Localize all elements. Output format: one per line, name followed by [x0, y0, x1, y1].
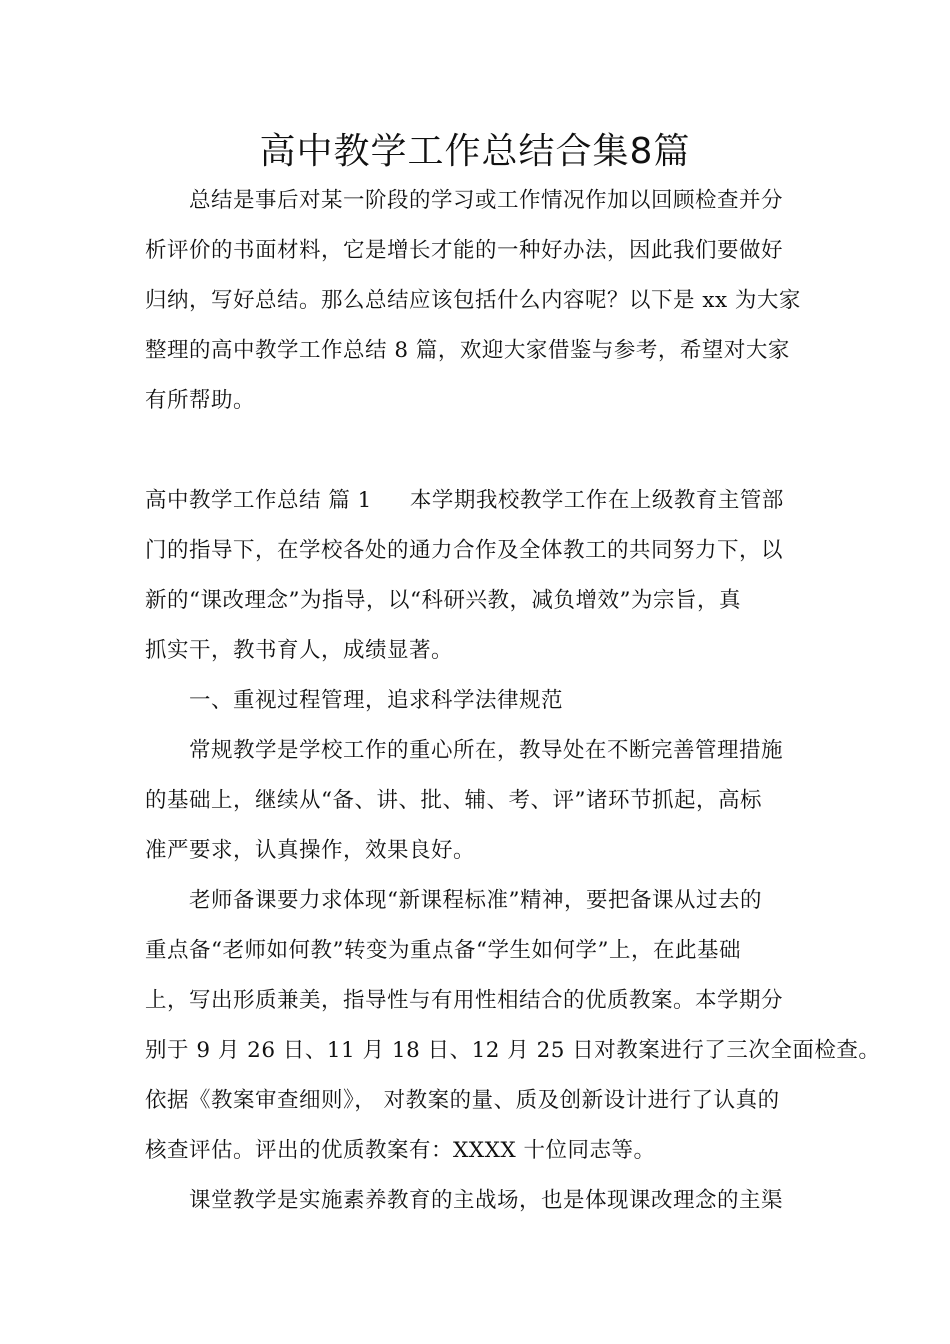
section-line: 抓实干，教书育人，成绩显著。: [145, 638, 454, 663]
intro-line: 有所帮助。: [145, 388, 256, 413]
intro-line: 析评价的书面材料，它是增长才能的一种好办法，因此我们要做好: [145, 238, 784, 263]
section-line: 门的指导下，在学校各处的通力合作及全体教工的共同努力下，以: [145, 538, 784, 563]
paragraph-line: 依据《教案审查细则》， 对教案的量、质及创新设计进行了认真的: [145, 1088, 780, 1113]
intro-line: 总结是事后对某一阶段的学习或工作情况作加以回顾检查并分: [189, 188, 784, 213]
paragraph-line: 核查评估。评出的优质教案有：XXXX 十位同志等。: [145, 1138, 656, 1163]
subheading: 一、重视过程管理，追求科学法律规范: [189, 688, 564, 713]
paragraph-line: 准严要求，认真操作，效果良好。: [145, 838, 476, 863]
section-first-line: [145, 486, 784, 516]
section-first-text: 本学期我校教学工作在上级教育主管部: [409, 488, 784, 513]
paragraph-line: 老师备课要力求体现“新课程标准”精神，要把备课从过去的: [189, 888, 762, 913]
paragraph-line: 重点备“老师如何教”转变为重点备“学生如何学”上，在此基础: [145, 938, 741, 963]
paragraph-line: 课堂教学是实施素养教育的主战场，也是体现课改理念的主渠: [189, 1188, 784, 1213]
section-heading: 高中教学工作总结 篇 1: [145, 488, 372, 513]
paragraph-line: 的基础上，继续从“备、讲、批、辅、考、评”诸环节抓起，高标: [145, 788, 762, 813]
paragraph-line: 常规教学是学校工作的重心所在，教导处在不断完善管理措施: [189, 738, 784, 763]
paragraph-line: 别于 9 月 26 日、11 月 18 日、12 月 25 日对教案进行了三次全面检查。: [145, 1038, 881, 1063]
document-title: 高中教学工作总结合集8篇: [259, 131, 691, 172]
section-line: 新的“课改理念”为指导，以“科研兴教，减负增效”为宗旨，真: [145, 588, 741, 613]
paragraph-line: 上，写出形质兼美，指导性与有用性相结合的优质教案。本学期分: [145, 988, 784, 1013]
intro-line: 整理的高中教学工作总结 8 篇，欢迎大家借鉴与参考，希望对大家: [145, 338, 790, 363]
intro-line: 归纳，写好总结。那么总结应该包括什么内容呢？以下是 xx 为大家: [145, 288, 801, 313]
